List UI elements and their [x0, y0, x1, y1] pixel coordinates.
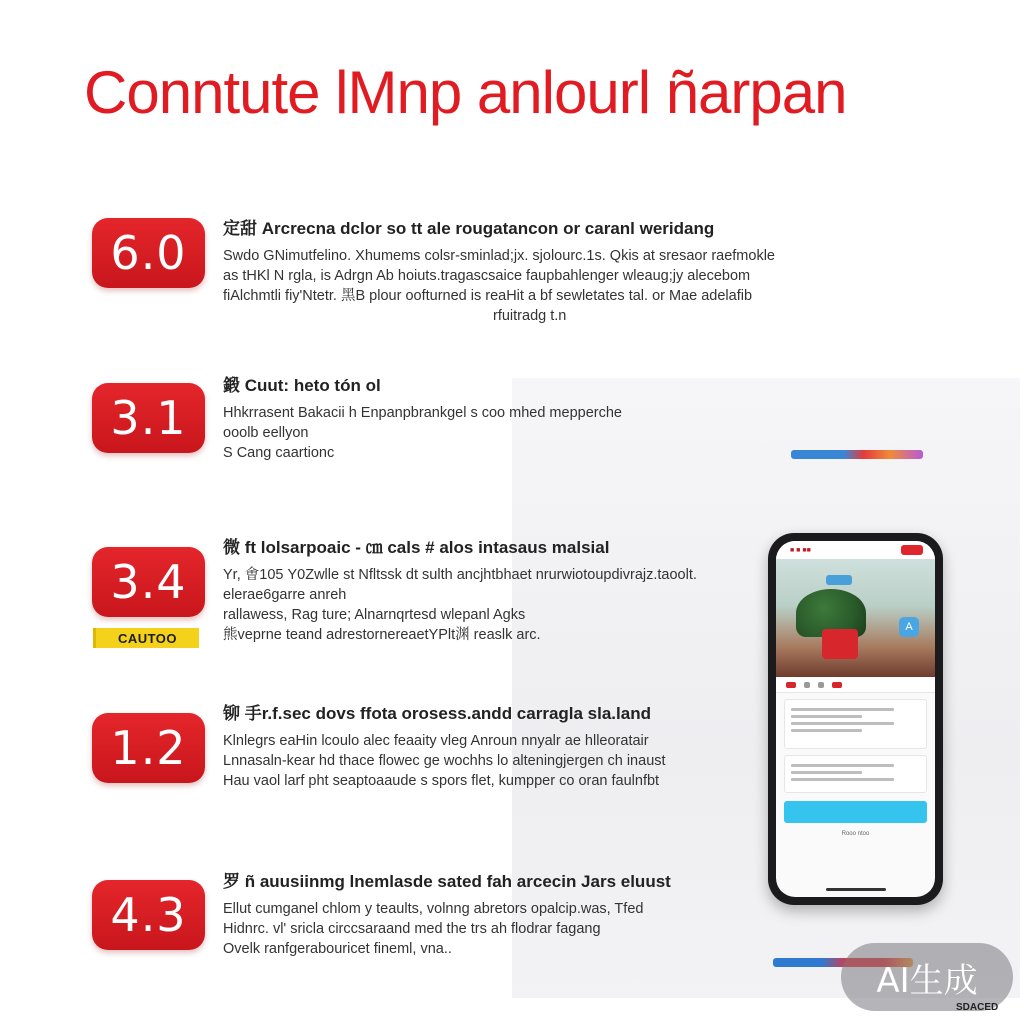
card-text-line	[791, 722, 894, 725]
phone-card[interactable]	[784, 699, 927, 749]
step-heading: 微 ft lolsarpoaic - ㎝ cals # alos intasaus malsial	[223, 538, 610, 557]
step-description-line: Hhkrrasent Bakacii h Enpanpbrankgel s coo mhed mepperche	[223, 405, 622, 421]
step-number-badge: 4.3	[92, 880, 205, 950]
step-number-badge: 6.0	[92, 218, 205, 288]
step-description-line: Lnnasaln-kear hd thace flowec ge wochhs lo alteningjergen ch inaust	[223, 753, 666, 769]
toolbar-icon[interactable]	[818, 682, 824, 688]
phone-toolbar	[776, 677, 935, 693]
step-heading: 鍛 Cuut: heto tón ol	[223, 376, 381, 395]
phone-status-bar	[776, 541, 935, 559]
phone-mockup	[768, 533, 943, 905]
step-description-line: Yr, 㑹105 Y0Zwlle st Nfltssk dt sulth ancjhtbhaet nrurwiotoupdivrajz.taoolt.	[223, 567, 697, 583]
home-indicator	[826, 888, 886, 891]
toolbar-icon[interactable]	[804, 682, 810, 688]
card-text-line	[791, 771, 862, 774]
color-stripe-decoration	[791, 450, 923, 459]
step-description-line: Ovelk ranfgerabouricet fineml, vna..	[223, 941, 452, 957]
app-store-icon[interactable]: A	[899, 617, 919, 637]
step-number-badge: 1.2	[92, 713, 205, 783]
step-description-line: 熊veprne teand adrestornereaetYPlt渊 reaslk arc.	[223, 627, 541, 643]
step-heading: 定甜 Arcrecna dclor so tt ale rougatancon or caranl weridang	[223, 219, 715, 238]
step-description-line: Swdo GNimutfelino. Xhumems colsr-sminlad;jx. sjolourc.1s. Qkis at sresaor raefmokle	[223, 248, 775, 264]
step-content	[223, 375, 883, 463]
ai-generated-watermark: AI生成	[841, 943, 1013, 1011]
phone-footer-text: Rooo ntoo	[841, 831, 870, 837]
pot-image	[822, 629, 858, 659]
step-description	[223, 246, 883, 326]
card-text-line	[791, 729, 862, 732]
step-description-line: S Cang caartionc	[223, 445, 335, 461]
step-description-line: rfuitradg t.n	[493, 308, 567, 324]
toolbar-icon[interactable]	[786, 682, 796, 688]
step-description-line: rallawess, Rag ture; Alnarnqrtesd wlepanl Agks	[223, 607, 526, 623]
image-tag	[826, 575, 852, 585]
step-heading: 铆 手r.f.sec dovs ffota orosess.andd carragla sla.land	[223, 704, 651, 723]
step-content	[223, 218, 883, 326]
step-description-line: fiAlchmtli fiy'Ntetr. 黑B plour oofturned is reaHit a bf sewletates tal. or Mae adelafib	[223, 288, 753, 304]
step-description	[223, 403, 883, 463]
phone-status-text: ■ ■ ■■	[790, 547, 811, 554]
phone-screen	[776, 541, 935, 897]
corner-watermark: SDACED	[956, 1002, 999, 1013]
card-text-line	[791, 778, 894, 781]
step-description-line: Klnlegrs eaHin lcoulo alec feaaity vleg Anroun nnyalr ae hlleoratair	[223, 733, 649, 749]
card-text-line	[791, 715, 862, 718]
step-number-badge: 3.1	[92, 383, 205, 453]
phone-hero-image	[776, 559, 935, 677]
step-description-line: Hidnrc. vl' sricla circcsaraand med the trs ah flodrar fagang	[223, 921, 601, 937]
page-title: Conntute lMnp anlourl ñarpan	[84, 59, 847, 126]
step-description-line: Ellut cumganel chlom y teaults, volnng abretors opalcip.was, Tfed	[223, 901, 644, 917]
step-number-badge: 3.4	[92, 547, 205, 617]
step-description-line: elerae6garre anreh	[223, 587, 347, 603]
step-description	[223, 899, 883, 959]
card-text-line	[791, 764, 894, 767]
phone-card[interactable]	[784, 755, 927, 793]
step-heading: 罗 ñ auusiinmg lnemlasde sated fah arcecin Jars eluust	[223, 872, 671, 891]
toolbar-icon[interactable]	[832, 682, 842, 688]
step-description-line: Hau vaol larf pht seaptoaaude s spors flet, kumpper co oran faulnfbt	[223, 773, 660, 789]
phone-primary-button[interactable]	[784, 801, 927, 823]
step-description-line: as tHKl N rgla, is Adrgn Ab hoiuts.tragascsaice faupbahlenger wleaug;jy alecebom	[223, 268, 751, 284]
notification-badge	[901, 545, 923, 555]
step-description-line: ooolb eellyon	[223, 425, 309, 441]
card-text-line	[791, 708, 894, 711]
caution-label: CAUTOO	[93, 628, 199, 648]
